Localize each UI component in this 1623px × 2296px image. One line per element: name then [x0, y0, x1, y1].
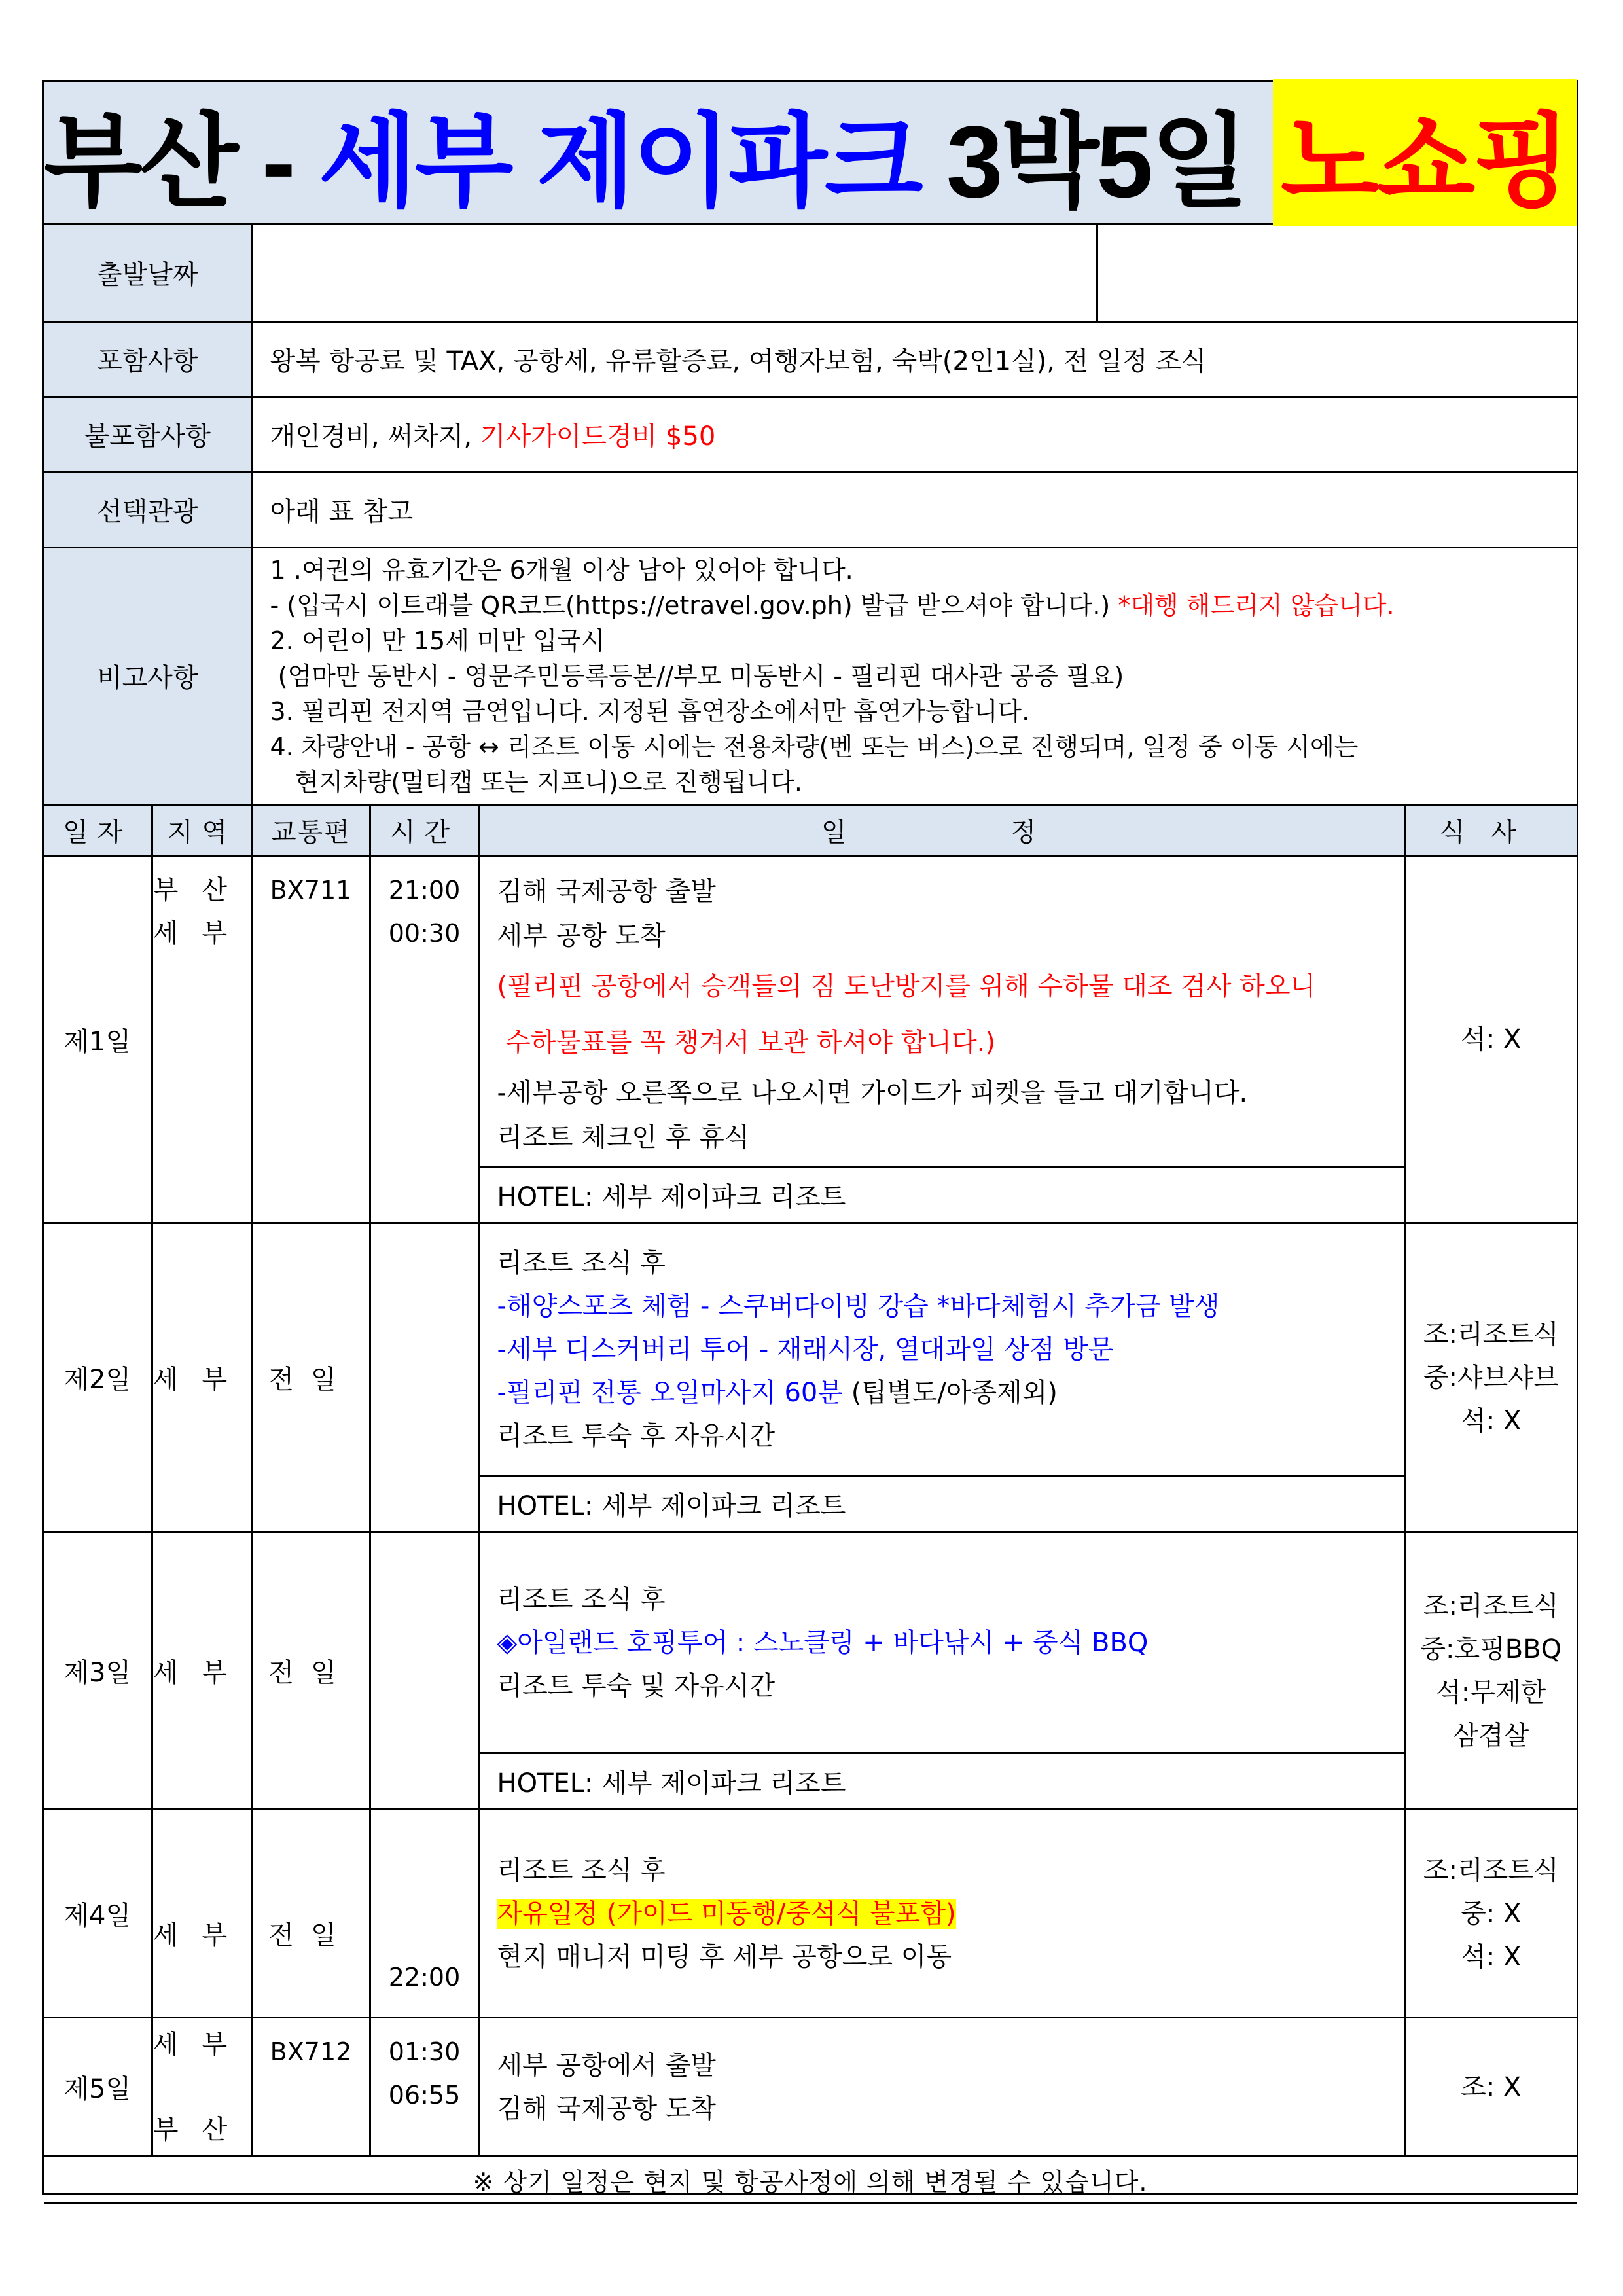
day2-time: [370, 1223, 479, 1532]
day1-label: 제1일: [44, 856, 152, 1223]
itinerary-document: [42, 80, 1578, 2195]
title-duration: 3박5일: [920, 105, 1247, 219]
day2-label: 제2일: [44, 1223, 152, 1532]
day4-transport: 전일: [252, 1810, 370, 2018]
schedule-line: (필리핀 공항에서 승객들의 짐 도난방지를 위해 수하물 대조 검사 하오니: [497, 971, 1316, 1001]
departure-extra-field[interactable]: [1097, 225, 1577, 321]
schedule-line: 리조트 조식 후: [497, 1584, 666, 1615]
day4-schedule: [479, 1810, 1404, 2018]
schedule-table: [44, 806, 1577, 2205]
schedule-line: 리조트 조식 후: [497, 1247, 666, 1278]
day1-meal-dinner: 석: X: [1461, 1024, 1522, 1054]
header-transport: 교통편: [252, 806, 370, 856]
day5-schedule: [479, 2018, 1404, 2157]
title-route: 부산 -: [44, 105, 319, 219]
day1-region-to: 세부: [152, 918, 251, 948]
day4-label: 제4일: [44, 1810, 152, 2018]
day4-region: 세부: [152, 1810, 252, 2018]
note-etravel: - (입국시 이트래블 QR코드(https://etravel.gov.ph) 발급 받으셔야 합니다.): [270, 590, 1118, 620]
departure-label: 출발날짜: [44, 225, 252, 321]
header-day: 일자: [44, 806, 152, 856]
schedule-line: 현지 매니저 미팅 후 세부 공항으로 이동: [497, 1941, 952, 1972]
schedule-line: 김해 국제공항 출발: [497, 876, 717, 906]
schedule-line: -해양스포츠 체험 - 스쿠버다이빙 강습 *바다체험시 추가금 발생: [497, 1291, 1220, 1321]
day1-arrive-time: 00:30: [388, 919, 461, 948]
day3-transport: 전일: [252, 1532, 370, 1810]
day4-time: 22:00: [370, 1810, 479, 2018]
schedule-line: 리조트 투숙 후 자유시간: [497, 1420, 776, 1451]
schedule-line: 세부 공항에서 출발: [497, 2050, 717, 2081]
day1-depart-time: 21:00: [388, 876, 461, 905]
title-resort: 세부 제이파크: [319, 105, 921, 219]
schedule-line: [497, 1892, 1404, 1935]
optional-tour-label: 선택관광: [44, 472, 252, 547]
day5-arrive-time: 06:55: [388, 2081, 461, 2109]
day2-meals: [1404, 1223, 1577, 1532]
excluded-text: 개인경비, 써차지,: [270, 422, 480, 452]
note-line: 3. 필리핀 전지역 금연입니다. 지정된 흡연장소에서만 흡연가능합니다.: [270, 696, 1030, 726]
note-no-agency: *대행 해드리지 않습니다.: [1118, 590, 1395, 620]
day3-meal-dinner: 석:무제한: [1436, 1677, 1546, 1708]
day2-meal-dinner: 석: X: [1461, 1405, 1522, 1436]
free-schedule-highlight: 자유일정 (가이드 미동행/중석식 불포함): [497, 1898, 956, 1929]
day5-meals: [1404, 2018, 1577, 2157]
day5-region: [152, 2018, 252, 2157]
day3-schedule: [479, 1532, 1404, 1753]
header-region: 지역: [152, 806, 252, 856]
notes-content: [252, 547, 1577, 804]
excluded-value: [252, 397, 1577, 472]
schedule-line: ◈아일랜드 호핑투어 : 스노클링 + 바다낚시 + 중식 BBQ: [497, 1627, 1149, 1658]
header-time: 시간: [370, 806, 479, 856]
day3-label: 제3일: [44, 1532, 152, 1810]
schedule-line: 리조트 조식 후: [497, 1855, 666, 1886]
day5-time: [370, 2018, 479, 2157]
day3-region: 세부: [152, 1532, 252, 1810]
note-line: 1 .여권의 유효기간은 6개월 이상 남아 있어야 합니다.: [270, 555, 853, 584]
note-line: (엄마만 동반시 - 영문주민등록등본//부모 미동반시 - 필리핀 대사관 공증 필요): [270, 661, 1124, 691]
included-label: 포함사항: [44, 321, 252, 397]
day1-region-from: 부산: [152, 875, 251, 905]
note-line: 현지차량(멀티캡 또는 지프니)으로 진행됩니다.: [294, 767, 802, 797]
day2-region: 세부: [152, 1223, 252, 1532]
note-line: 2. 어린이 만 15세 미만 입국시: [270, 626, 605, 655]
day5-region-to: 부산: [152, 2114, 251, 2145]
day5-flight: BX712: [252, 2018, 370, 2157]
day4-meal-breakfast: 조:리조트식: [1423, 1855, 1559, 1886]
departure-date-field[interactable]: [252, 225, 1097, 321]
day2-schedule: [479, 1223, 1404, 1476]
day3-meals: [1404, 1532, 1577, 1810]
schedule-line: -세부 디스커버리 투어 - 재래시장, 열대과일 상점 방문: [497, 1334, 1114, 1365]
day1-time: [370, 856, 479, 1223]
notes-label: 비고사항: [44, 547, 252, 804]
header-meal: 식사: [1404, 806, 1577, 856]
info-table: [44, 225, 1577, 806]
excluded-label: 불포함사항: [44, 397, 252, 472]
day5-depart-time: 01:30: [388, 2037, 461, 2066]
day3-meal-dinner-detail: 삼겹살: [1453, 1720, 1529, 1751]
day1-region: [152, 856, 252, 1223]
day1-hotel: HOTEL: 세부 제이파크 리조트: [479, 1167, 1404, 1223]
schedule-line: -세부공항 오른쪽으로 나오시면 가이드가 피켓을 들고 대기합니다.: [497, 1078, 1248, 1108]
no-shopping-badge: 노쇼핑: [1273, 79, 1577, 226]
note-line: 4. 차량안내 - 공항 ↔ 리조트 이동 시에는 전용차량(벤 또는 버스)으로 진행되며, 일정 중 이동 시에는: [270, 732, 1359, 761]
day1-schedule: [479, 856, 1404, 1167]
day2-meal-lunch: 중:샤브샤브: [1423, 1362, 1559, 1393]
massage-item: -필리핀 전통 오일마사지 60분: [497, 1377, 844, 1408]
day5-meal-breakfast: 조: X: [1461, 2072, 1522, 2102]
day2-meal-breakfast: 조:리조트식: [1423, 1319, 1559, 1350]
schedule-line: 리조트 체크인 후 휴식: [497, 1122, 750, 1153]
day3-meal-breakfast: 조:리조트식: [1423, 1590, 1559, 1621]
day4-meals: [1404, 1810, 1577, 2018]
included-value: 왕복 항공료 및 TAX, 공항세, 유류할증료, 여행자보험, 숙박(2인1실), 전 일정 조식: [252, 321, 1577, 397]
day3-meal-lunch: 중:호핑BBQ: [1420, 1634, 1562, 1664]
schedule-line: [497, 1371, 1404, 1414]
massage-note: (팁별도/아종제외): [843, 1377, 1058, 1408]
optional-tour-value: 아래 표 참고: [252, 472, 1577, 547]
schedule-line: 리조트 투숙 및 자유시간: [497, 1670, 776, 1701]
schedule-line: 김해 국제공항 도착: [497, 2093, 717, 2124]
schedule-line: 수하물표를 꼭 챙겨서 보관 하셔야 합니다.): [497, 1028, 995, 1058]
day1-flight: BX711: [252, 856, 370, 1223]
day4-meal-dinner: 석: X: [1461, 1941, 1522, 1972]
schedule-line: 세부 공항 도착: [497, 921, 666, 951]
day2-hotel: HOTEL: 세부 제이파크 리조트: [479, 1476, 1404, 1532]
excluded-guide-fee: 기사가이드경비 $50: [480, 422, 716, 452]
day4-meal-lunch: 중: X: [1461, 1898, 1522, 1929]
day2-transport: 전일: [252, 1223, 370, 1532]
page-title: [44, 82, 1577, 225]
day5-label: 제5일: [44, 2018, 152, 2157]
note-line: [270, 588, 1560, 623]
header-schedule: 일 정: [479, 806, 1404, 856]
footer-notice: ※ 상기 일정은 현지 및 항공사정에 의해 변경될 수 있습니다.: [44, 2157, 1577, 2204]
day1-meals: [1404, 856, 1577, 1223]
day5-region-from: 세부: [152, 2029, 251, 2060]
day3-hotel: HOTEL: 세부 제이파크 리조트: [479, 1753, 1404, 1810]
day3-time: [370, 1532, 479, 1810]
